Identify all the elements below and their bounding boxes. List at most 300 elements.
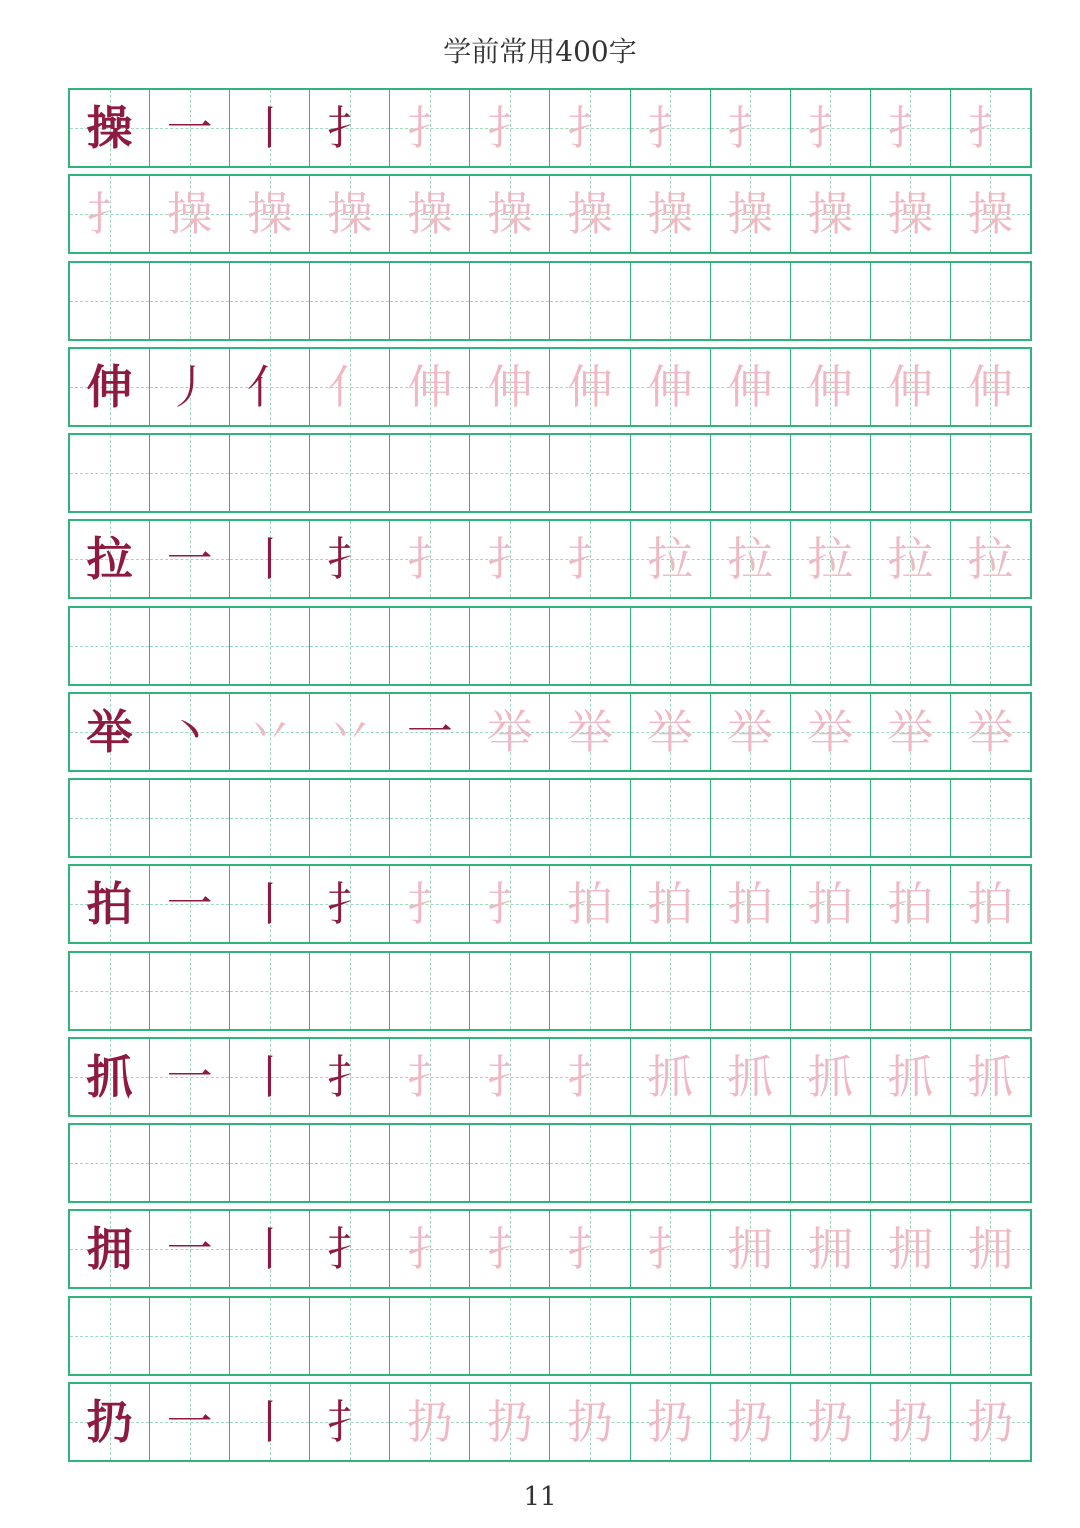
stroke-step-cell [229,90,309,166]
stroke-step-cell [309,694,389,770]
empty-writing-cell [389,953,469,1029]
stroke-step-character: 一 [166,1222,213,1277]
stroke-step-cell [469,1039,549,1115]
stroke-step-cell [309,176,389,252]
stroke-step-cell [309,349,389,425]
empty-writing-cell [630,435,710,511]
empty-writing-cell [630,953,710,1029]
stroke-step-cell [469,694,549,770]
empty-writing-cell [70,953,149,1029]
empty-writing-cell [630,608,710,684]
stroke-step-character: 扌 [486,877,533,932]
stroke-step-cell [630,694,710,770]
stroke-step-cell [630,1384,710,1460]
stroke-step-character: 伸 [567,359,613,414]
stroke-step-character: 拍 [567,877,613,932]
stroke-step-character: 扌 [326,1222,373,1277]
stroke-step-character: 扌 [567,1049,613,1104]
stroke-step-character: 操 [967,187,1014,242]
empty-writing-cell [950,780,1030,856]
stroke-step-character: 抓 [807,1049,854,1104]
stroke-step-cell [309,1384,389,1460]
stroke-order-row [68,1382,1032,1462]
stroke-step-character: 伸 [807,359,854,414]
stroke-step-character: 丨 [246,1394,293,1449]
stroke-step-cell [870,694,950,770]
stroke-step-character: 扌 [647,1222,694,1277]
stroke-step-character: 扌 [406,532,453,587]
empty-writing-cell [710,1298,790,1374]
empty-writing-cell [309,263,389,339]
stroke-step-character: 举 [567,704,613,759]
empty-writing-cell [149,263,229,339]
stroke-order-row [68,347,1032,427]
empty-writing-cell [149,953,229,1029]
empty-writing-cell [950,608,1030,684]
empty-writing-cell [389,1125,469,1201]
empty-writing-cell [549,435,629,511]
empty-writing-cell [309,608,389,684]
stroke-step-cell [870,90,950,166]
stroke-step-character: 举 [486,704,533,759]
empty-writing-cell [870,608,950,684]
blank-practice-row [68,1296,1032,1376]
stroke-step-cell [549,90,629,166]
stroke-step-character: 扌 [727,101,774,155]
stroke-step-character: 拥 [807,1222,854,1277]
stroke-order-row [68,692,1032,772]
empty-writing-cell [710,780,790,856]
stroke-order-row [68,519,1032,599]
empty-writing-cell [870,953,950,1029]
empty-writing-cell [630,1298,710,1374]
empty-writing-cell [630,1125,710,1201]
page-title: 学前常用400字 [443,35,637,68]
main-character: 抓 [86,1049,133,1104]
stroke-step-cell [950,1211,1030,1287]
stroke-step-cell [790,349,870,425]
stroke-step-cell [469,176,549,252]
stroke-step-cell [229,1211,309,1287]
empty-writing-cell [149,1298,229,1374]
stroke-step-cell [389,1039,469,1115]
empty-writing-cell [790,608,870,684]
empty-writing-cell [70,263,149,339]
stroke-step-cell [630,1039,710,1115]
stroke-step-character: 扌 [486,1049,533,1104]
stroke-step-cell [790,694,870,770]
stroke-step-cell [630,349,710,425]
stroke-step-cell [790,521,870,597]
empty-writing-cell [710,435,790,511]
empty-writing-cell [309,780,389,856]
page-number: 11 [523,1482,557,1512]
empty-writing-cell [630,780,710,856]
stroke-step-cell [950,1039,1030,1115]
stroke-step-cell [870,349,950,425]
stroke-step-character: 一 [166,1049,213,1104]
stroke-step-character: 扌 [807,101,854,155]
stroke-step-cell [790,1039,870,1115]
stroke-step-cell [389,176,469,252]
empty-writing-cell [950,1298,1030,1374]
stroke-step-cell [149,90,229,166]
stroke-step-cell [710,521,790,597]
stroke-step-character: 举 [967,704,1014,759]
stroke-step-character: 伸 [887,359,934,414]
stroke-step-cell [549,521,629,597]
stroke-step-character: 扌 [887,101,934,155]
stroke-step-character: 抓 [727,1049,774,1104]
stroke-step-cell [790,1384,870,1460]
stroke-step-character: 一 [166,877,213,932]
stroke-step-character: 举 [887,704,934,759]
stroke-step-cell [229,1039,309,1115]
empty-writing-cell [389,435,469,511]
empty-writing-cell [950,263,1030,339]
empty-writing-cell [469,1298,549,1374]
stroke-step-character: 操 [647,187,694,242]
empty-writing-cell [70,1125,149,1201]
empty-writing-cell [309,435,389,511]
stroke-step-character: 一 [166,1394,213,1449]
stroke-step-cell [549,694,629,770]
empty-writing-cell [229,608,309,684]
empty-writing-cell [870,263,950,339]
empty-writing-cell [389,780,469,856]
stroke-step-character: 扌 [567,532,613,587]
stroke-step-cell [950,349,1030,425]
stroke-step-character: 一 [166,101,213,155]
stroke-step-character: 抓 [967,1049,1014,1104]
stroke-step-character: 扌 [406,101,453,155]
stroke-step-cell [549,1211,629,1287]
empty-writing-cell [549,1298,629,1374]
stroke-step-character: 扔 [486,1394,533,1449]
stroke-step-cell [950,694,1030,770]
stroke-step-cell [549,1039,629,1115]
stroke-step-character: 操 [887,187,934,242]
stroke-step-character: 扌 [326,101,373,155]
empty-writing-cell [950,435,1030,511]
stroke-step-character: 丿 [166,359,213,414]
stroke-step-cell [149,521,229,597]
empty-writing-cell [710,953,790,1029]
stroke-step-character: 操 [326,187,373,242]
stroke-step-character: 操 [727,187,774,242]
stroke-step-cell [469,349,549,425]
empty-writing-cell [790,953,870,1029]
empty-writing-cell [309,1125,389,1201]
stroke-step-cell [229,694,309,770]
stroke-step-cell [469,866,549,942]
stroke-step-character: 扌 [406,1049,453,1104]
stroke-order-row [68,174,1032,254]
empty-writing-cell [389,608,469,684]
stroke-step-character: 拉 [727,532,774,587]
stroke-step-cell [710,1211,790,1287]
empty-writing-cell [469,435,549,511]
stroke-step-cell [710,90,790,166]
stroke-step-cell [950,176,1030,252]
stroke-step-cell [149,1039,229,1115]
stroke-step-cell [149,176,229,252]
stroke-step-cell [870,1039,950,1115]
stroke-step-cell [389,694,469,770]
stroke-step-cell [790,866,870,942]
stroke-step-character: 亻 [326,359,373,414]
stroke-step-character: 拉 [807,532,854,587]
blank-practice-row [68,951,1032,1031]
main-character: 伸 [86,359,133,414]
main-character-cell [70,1039,149,1115]
stroke-step-character: 丶 [166,704,213,759]
empty-writing-cell [950,953,1030,1029]
stroke-step-character: 拥 [967,1222,1014,1277]
stroke-order-row [68,1209,1032,1289]
empty-writing-cell [790,1125,870,1201]
blank-practice-row [68,433,1032,513]
empty-writing-cell [549,1125,629,1201]
stroke-step-cell [950,90,1030,166]
empty-writing-cell [309,953,389,1029]
stroke-step-cell [710,694,790,770]
stroke-step-character: 一 [166,532,213,587]
empty-writing-cell [229,1298,309,1374]
blank-practice-row [68,1123,1032,1203]
stroke-step-character: 扌 [406,1222,453,1277]
stroke-step-character: 扌 [567,101,613,155]
empty-writing-cell [870,780,950,856]
stroke-step-cell [149,1211,229,1287]
stroke-step-character: 扌 [486,532,533,587]
empty-writing-cell [149,780,229,856]
main-character: 举 [86,704,133,759]
main-character-cell [70,90,149,166]
stroke-step-character: 伸 [967,359,1014,414]
stroke-step-cell [549,349,629,425]
stroke-step-character: 举 [647,704,694,759]
stroke-step-cell [630,90,710,166]
stroke-step-cell [389,1211,469,1287]
stroke-step-cell [870,1211,950,1287]
stroke-step-cell [389,1384,469,1460]
stroke-step-character: 扔 [887,1394,934,1449]
main-character: 拥 [86,1222,133,1277]
stroke-step-character: 拍 [727,877,774,932]
stroke-step-cell [790,90,870,166]
stroke-step-character: 拍 [967,877,1014,932]
stroke-step-character: 拍 [807,877,854,932]
stroke-step-character: 伸 [727,359,774,414]
main-character-cell [70,1384,149,1460]
stroke-step-character: 扌 [567,1222,613,1277]
empty-writing-cell [549,263,629,339]
stroke-step-character: 伸 [647,359,694,414]
blank-practice-row [68,606,1032,686]
empty-writing-cell [630,263,710,339]
stroke-step-cell [229,866,309,942]
stroke-step-character: 拉 [967,532,1014,587]
blank-practice-row [68,261,1032,341]
empty-writing-cell [469,953,549,1029]
empty-writing-cell [469,780,549,856]
empty-writing-cell [229,780,309,856]
stroke-step-character: 扔 [406,1394,453,1449]
stroke-order-row [68,88,1032,168]
stroke-step-cell [630,521,710,597]
stroke-step-cell [149,1384,229,1460]
stroke-step-cell [950,1384,1030,1460]
stroke-step-cell [710,176,790,252]
empty-writing-cell [950,1125,1030,1201]
stroke-step-cell [309,1039,389,1115]
stroke-step-character: 扌 [326,1049,373,1104]
stroke-step-cell [309,1211,389,1287]
stroke-step-character: 扌 [326,1394,373,1449]
empty-writing-cell [229,435,309,511]
stroke-step-character: 拥 [887,1222,934,1277]
empty-writing-cell [70,1298,149,1374]
stroke-step-cell [389,90,469,166]
main-character: 扔 [86,1394,133,1449]
stroke-step-character: 扌 [486,101,533,155]
empty-writing-cell [229,953,309,1029]
stroke-step-character: 拥 [727,1222,774,1277]
empty-writing-cell [549,953,629,1029]
empty-writing-cell [710,263,790,339]
empty-writing-cell [870,1298,950,1374]
empty-writing-cell [549,780,629,856]
stroke-step-cell [229,349,309,425]
stroke-step-cell [229,521,309,597]
empty-writing-cell [469,608,549,684]
stroke-step-character: 扌 [967,101,1014,155]
empty-writing-cell [790,263,870,339]
stroke-step-cell [70,176,149,252]
empty-writing-cell [229,263,309,339]
stroke-step-character: 拉 [887,532,934,587]
empty-writing-cell [70,608,149,684]
stroke-step-cell [710,1039,790,1115]
stroke-step-character: 扔 [647,1394,694,1449]
stroke-step-character: 举 [727,704,774,759]
stroke-step-cell [630,866,710,942]
empty-writing-cell [149,435,229,511]
practice-sheet [68,88,1032,1468]
empty-writing-cell [149,1125,229,1201]
stroke-order-row [68,864,1032,944]
empty-writing-cell [70,435,149,511]
stroke-step-character: 扌 [326,877,373,932]
main-character-cell [70,1211,149,1287]
empty-writing-cell [70,780,149,856]
stroke-step-cell [549,866,629,942]
empty-writing-cell [790,780,870,856]
main-character-cell [70,349,149,425]
main-character-cell [70,694,149,770]
stroke-step-character: 丨 [246,532,293,587]
stroke-step-character: 丷 [326,704,373,759]
stroke-order-row [68,1037,1032,1117]
stroke-step-cell [950,866,1030,942]
empty-writing-cell [710,1125,790,1201]
stroke-step-cell [469,90,549,166]
stroke-step-character: 操 [246,187,293,242]
stroke-step-cell [790,1211,870,1287]
stroke-step-character: 拍 [887,877,934,932]
stroke-step-character: 亻 [246,359,293,414]
stroke-step-cell [149,694,229,770]
main-character: 拍 [86,877,133,932]
stroke-step-cell [389,521,469,597]
stroke-step-character: 扌 [326,532,373,587]
stroke-step-character: 操 [807,187,854,242]
stroke-step-cell [469,521,549,597]
stroke-step-character: 举 [807,704,854,759]
stroke-step-character: 抓 [887,1049,934,1104]
stroke-step-character: 操 [567,187,613,242]
stroke-step-character: 扌 [647,101,694,155]
stroke-step-cell [469,1384,549,1460]
empty-writing-cell [710,608,790,684]
stroke-step-character: 扔 [967,1394,1014,1449]
stroke-step-character: 扔 [807,1394,854,1449]
stroke-step-character: 扌 [406,877,453,932]
stroke-step-cell [870,866,950,942]
stroke-step-character: 丨 [246,101,293,155]
main-character-cell [70,866,149,942]
stroke-step-cell [630,1211,710,1287]
stroke-step-cell [710,1384,790,1460]
empty-writing-cell [229,1125,309,1201]
stroke-step-character: 扔 [727,1394,774,1449]
stroke-step-cell [149,349,229,425]
stroke-step-character: 丨 [246,877,293,932]
stroke-step-cell [870,521,950,597]
stroke-step-cell [710,349,790,425]
stroke-step-cell [950,521,1030,597]
stroke-step-character: 丨 [246,1222,293,1277]
stroke-step-character: 伸 [486,359,533,414]
stroke-step-cell [549,176,629,252]
main-character-cell [70,521,149,597]
stroke-step-character: 拉 [647,532,694,587]
stroke-step-character: 扔 [567,1394,613,1449]
stroke-step-cell [309,866,389,942]
empty-writing-cell [469,263,549,339]
blank-practice-row [68,778,1032,858]
stroke-step-cell [149,866,229,942]
stroke-step-character: 扌 [486,1222,533,1277]
stroke-step-cell [870,176,950,252]
stroke-step-cell [309,90,389,166]
main-character: 操 [86,101,133,155]
stroke-step-character: 扌 [86,187,133,242]
stroke-step-character: 一 [406,704,453,759]
main-character: 拉 [86,532,133,587]
stroke-step-cell [870,1384,950,1460]
empty-writing-cell [870,435,950,511]
stroke-step-cell [229,176,309,252]
stroke-step-cell [309,521,389,597]
empty-writing-cell [149,608,229,684]
empty-writing-cell [790,1298,870,1374]
empty-writing-cell [870,1125,950,1201]
stroke-step-character: 拍 [647,877,694,932]
empty-writing-cell [389,1298,469,1374]
stroke-step-character: 丷 [246,704,293,759]
